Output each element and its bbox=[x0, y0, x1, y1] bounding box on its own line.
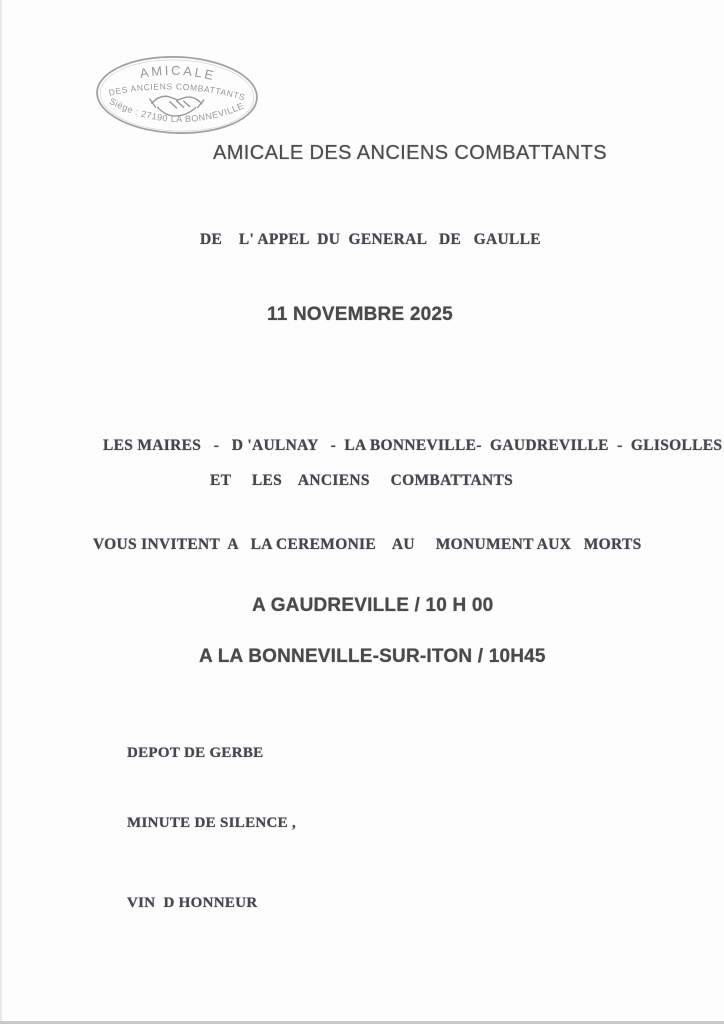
ceremony-time-bonneville: A LA BONNEVILLE-SUR-ITON / 10H45 bbox=[199, 646, 546, 667]
event-date: 11 NOVEMBRE 2025 bbox=[267, 304, 453, 325]
occasion-line: DE L' APPEL DU GENERAL DE GAULLE bbox=[200, 231, 541, 248]
program-item-reception: VIN D HONNEUR bbox=[127, 895, 258, 911]
svg-text:AMICALE bbox=[138, 62, 217, 84]
svg-text:DES ANCIENS COMBATTANTS bbox=[107, 79, 246, 102]
stamp-subtitle-text: DES ANCIENS COMBATTANTS bbox=[107, 81, 247, 103]
document-title: AMICALE DES ANCIENS COMBATTANTS bbox=[213, 142, 607, 164]
stamp-graphic bbox=[91, 51, 264, 139]
program-item-wreath: DEPOT DE GERBE bbox=[127, 745, 264, 761]
organizers-veterans-line: ET LES ANCIENS COMBATTANTS bbox=[210, 472, 514, 489]
invitation-line: VOUS INVITENT A LA CEREMONIE AU MONUMENT AUX MORTS bbox=[93, 536, 642, 553]
stamp-address-text: Siège : 27190 LA BONNEVILLE bbox=[107, 96, 246, 125]
ceremony-time-gaudreville: A GAUDREVILLE / 10 H 00 bbox=[252, 595, 494, 616]
organizers-mayors-line: LES MAIRES - D 'AULNAY - LA BONNEVILLE- GAUDREVILLE - GLISOLLES bbox=[103, 437, 723, 454]
stamp-name-text: AMICALE bbox=[138, 62, 218, 84]
scan-edge-left bbox=[0, 0, 2, 1024]
program-item-silence: MINUTE DE SILENCE , bbox=[127, 815, 297, 831]
association-stamp bbox=[91, 51, 264, 139]
